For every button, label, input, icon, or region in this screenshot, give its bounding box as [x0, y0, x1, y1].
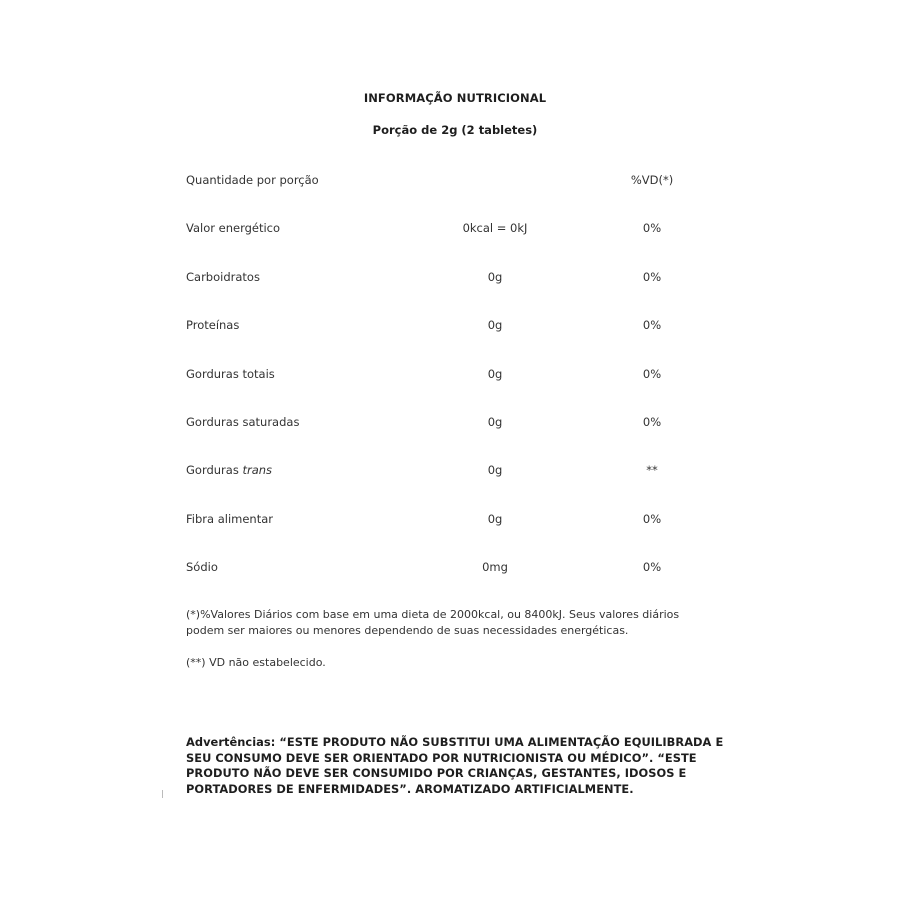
table-row	[186, 462, 706, 510]
table-header-row	[186, 172, 706, 220]
nutrition-table	[186, 172, 706, 608]
nutrient-amount: 0mg	[482, 560, 508, 575]
table-row	[186, 559, 706, 607]
nutrient-vd: 0%	[642, 560, 662, 575]
nutrient-name: Valor energético	[186, 221, 281, 236]
nutrient-vd: 0%	[642, 511, 662, 526]
table-row	[186, 414, 706, 462]
nutrient-amount: 0g	[487, 414, 503, 429]
nutrient-amount: 0g	[487, 318, 503, 333]
nutrient-amount: 0g	[487, 269, 503, 284]
nutrient-name: Fibra alimentar	[186, 511, 273, 526]
edge-mark	[162, 790, 163, 798]
nutrient-name-trans: trans	[242, 463, 273, 478]
nutrient-vd: 0%	[642, 414, 662, 429]
nutrient-amount: 0kcal = 0kJ	[462, 221, 528, 236]
nutrient-vd: 0%	[642, 221, 662, 236]
table-row	[186, 269, 706, 317]
nutrient-vd: **	[646, 463, 658, 478]
nutrient-amount: 0g	[487, 463, 503, 478]
table-row	[186, 366, 706, 414]
nutrient-name: Carboidratos	[186, 269, 260, 284]
not-established-footnote: (**) VD não estabelecido.	[186, 656, 326, 669]
nutrient-name-prefix: Gorduras	[186, 463, 243, 478]
portion-size: Porção de 2g (2 tabletes)	[372, 123, 538, 137]
warning-text: Advertências: “ESTE PRODUTO NÃO SUBSTITUI UMA ALIMENTAÇÃO EQUILIBRADA E SEU CONSUMO DEVE SER ORIENTADO POR NUTRICIONISTA OU MÉDICO”. “ESTE PRODUTO NÃO DEVE SER CONSUMIDO POR CRIANÇAS, GESTANTES, IDOSOS E PORTADORES DE ENFERMIDADES”. AROMATIZADO ARTIFICIALMENTE.	[186, 735, 724, 796]
daily-values-footnote: (*)%Valores Diários com base em uma dieta de 2000kcal, ou 8400kJ. Seus valores diários podem ser maiores ou menores dependendo de suas necessidades energéticas.	[186, 608, 680, 637]
header-quantity-label: Quantidade por porção	[186, 173, 319, 187]
nutrient-name	[186, 462, 272, 478]
nutrient-vd: 0%	[642, 318, 662, 333]
nutrient-name: Proteínas	[186, 318, 240, 333]
nutrition-title: INFORMAÇÃO NUTRICIONAL	[363, 91, 547, 105]
nutrient-amount: 0g	[487, 511, 503, 526]
header-vd-label: %VD(*)	[630, 173, 674, 187]
table-row	[186, 511, 706, 559]
nutrient-vd: 0%	[642, 269, 662, 284]
table-row	[186, 220, 706, 268]
nutrient-amount: 0g	[487, 366, 503, 381]
nutrient-vd: 0%	[642, 366, 662, 381]
nutrient-name: Gorduras saturadas	[186, 414, 300, 429]
nutrient-name: Gorduras totais	[186, 366, 275, 381]
nutrient-name: Sódio	[186, 560, 218, 575]
table-row	[186, 317, 706, 365]
